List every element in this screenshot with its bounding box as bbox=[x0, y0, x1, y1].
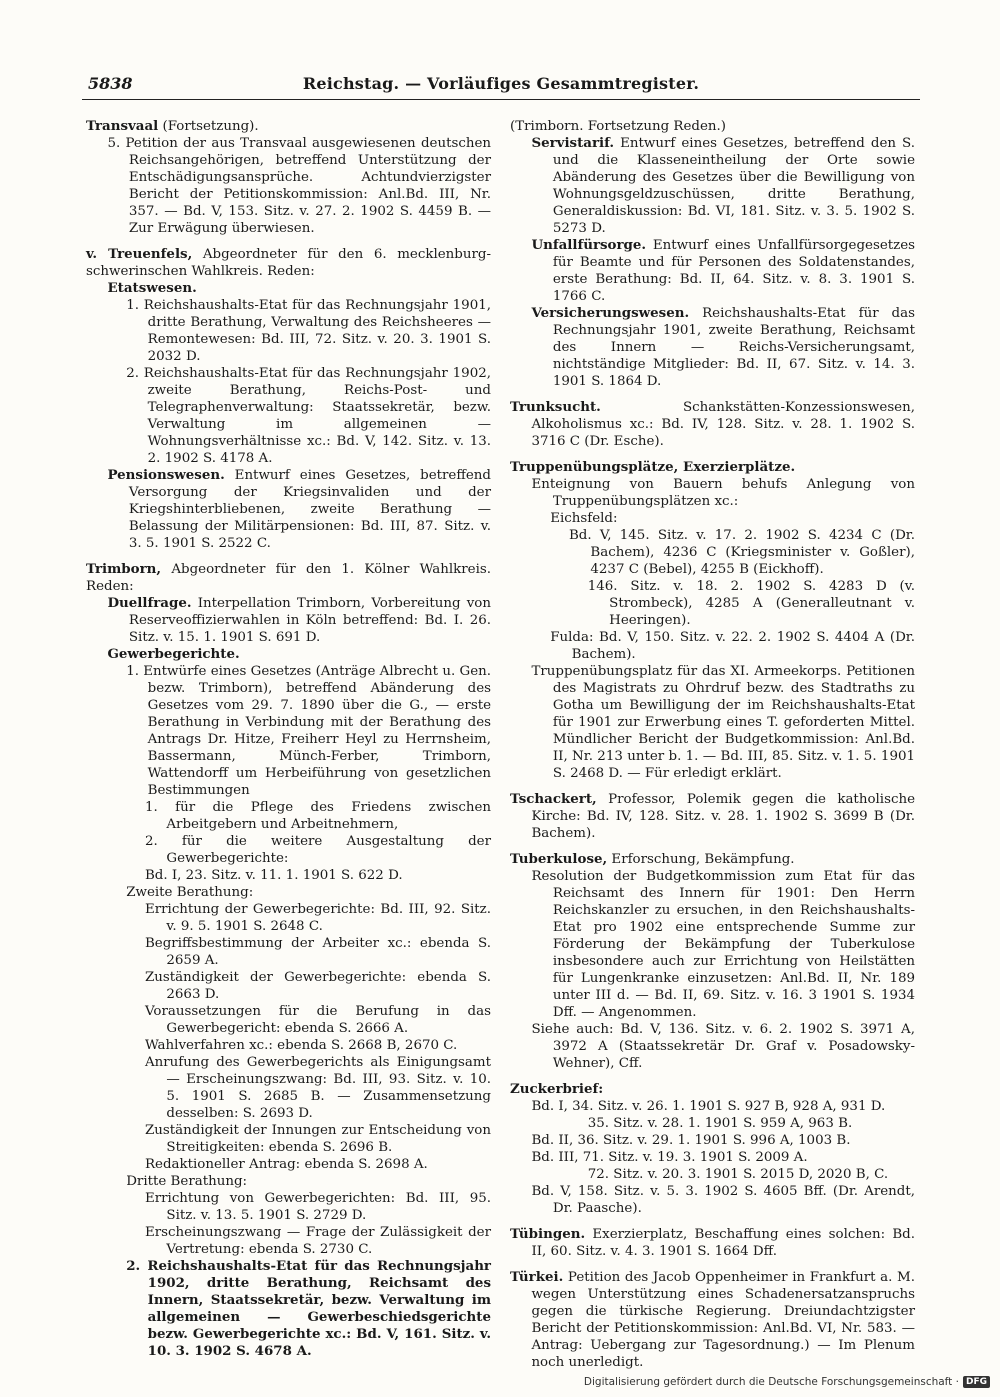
entry-text: Zuständigkeit der Gewerbegerichte: ebenda S. 2663 D. bbox=[144, 970, 491, 1002]
page-number: 5838 bbox=[88, 74, 133, 93]
entry-text: Bd. V, 145. Sitz. v. 17. 2. 1902 S. 4234 C (Dr. Bachem), 4236 C (Kriegsminister v. Goßler), 4237 C (Bebel), 4255 B (Eickhoff). bbox=[568, 528, 915, 577]
index-entry bbox=[107, 467, 491, 552]
entry-text: 2. für die weitere Ausgestaltung der Gewerbegerichte: bbox=[144, 834, 491, 866]
entry-text: Truppenübungsplatz für das XI. Armeekorps. Petitionen des Magistrats zu Ohrdruf bezw. des Stadtraths zu Gotha um Bewilligung der im Reichshaushalts-Etat für 1901 zur Erwerbung eines T. geforderten Mittel. Mündlicher Bericht der Budgetkommission: Anl.Bd. II, Nr. 213 unter b. 1. — Bd. III, 85. Sitz. v. 1. 5. 1901 S. 2468 D. — Für erledigt erklärt. bbox=[531, 664, 915, 781]
entry-text: Voraussetzungen für die Berufung in das Gewerbegericht: ebenda S. 2666 A. bbox=[144, 1004, 491, 1036]
entry-heading: Servistarif. bbox=[531, 135, 615, 151]
index-entry bbox=[145, 833, 491, 867]
index-entry bbox=[531, 135, 915, 237]
index-entry bbox=[145, 799, 491, 833]
entry-text: Bd. I, 23. Sitz. v. 11. 1. 1901 S. 622 D. bbox=[144, 868, 403, 883]
entry-heading: Gewerbegerichte. bbox=[107, 646, 240, 662]
index-entry bbox=[510, 118, 915, 135]
index-entry bbox=[145, 1156, 491, 1173]
index-entry bbox=[510, 459, 915, 476]
running-title: Reichstag. — Vorläufiges Gesammtregister. bbox=[302, 74, 700, 93]
index-entry bbox=[531, 476, 915, 510]
page-header bbox=[82, 68, 920, 100]
index-entry bbox=[531, 868, 915, 1021]
entry-heading: Zuckerbrief: bbox=[510, 1081, 604, 1097]
entry-heading: Trimborn, bbox=[86, 561, 162, 577]
index-entry bbox=[588, 1166, 915, 1183]
index-entry bbox=[569, 527, 915, 578]
entry-text: (Trimborn. Fortsetzung Reden.) bbox=[510, 119, 727, 134]
entry-text: Interpellation Trimborn, Vorbereitung von Reserveoffizierwahlen in Köln betreffend: Bd. I. 26. Sitz. v. 15. 1. 1901 S. 691 D. bbox=[128, 596, 491, 645]
entry-heading: Türkei. bbox=[510, 1269, 564, 1285]
entry-heading: Pensionswesen. bbox=[107, 467, 225, 483]
index-entry bbox=[126, 663, 491, 799]
entry-text: Abgeordneter für den 6. mecklenburg-schwerinschen Wahlkreis. Reden: bbox=[86, 247, 491, 279]
index-entry bbox=[588, 1115, 915, 1132]
entry-heading: Etatswesen. bbox=[107, 280, 197, 296]
index-entry bbox=[145, 969, 491, 1003]
index-entry bbox=[107, 646, 491, 663]
index-entry bbox=[531, 1021, 915, 1072]
index-entry bbox=[145, 867, 491, 884]
entry-text: (Fortsetzung). bbox=[158, 119, 259, 134]
entry-text: Exerzierplatz, Beschaffung eines solchen: Bd. II, 60. Sitz. v. 4. 3. 1901 S. 1664 Dff. bbox=[531, 1227, 915, 1259]
entry-text: Wahlverfahren xc.: ebenda S. 2668 B, 2670 C. bbox=[144, 1038, 458, 1053]
entry-text: Abgeordneter für den 1. Kölner Wahlkreis. Reden: bbox=[86, 562, 491, 594]
index-entry bbox=[86, 246, 491, 280]
index-entry bbox=[145, 1054, 491, 1122]
entry-text: Anrufung des Gewerbegerichts als Einigungsamt — Erscheinungszwang: Bd. III, 93. Sitz. v. 10. 5. 1901 S. 2685 B. — Zusammensetzung desselben: S. 2693 D. bbox=[144, 1055, 491, 1121]
index-entry bbox=[510, 1226, 915, 1260]
entry-text: 1. Reichshaushalts-Etat für das Rechnungsjahr 1901, dritte Berathung, Verwaltung des Reichsheeres — Remontewesen: Bd. III, 72. Sitz. v. 20. 3. 1901 S. 2032 D. bbox=[126, 298, 491, 364]
index-entry bbox=[531, 1149, 915, 1166]
entry-text: Bd. III, 71. Sitz. v. 19. 3. 1901 S. 2009 A. bbox=[531, 1150, 808, 1165]
index-entry bbox=[107, 280, 491, 297]
entry-text: Errichtung von Gewerbegerichten: Bd. III, 95. Sitz. v. 13. 5. 1901 S. 2729 D. bbox=[144, 1191, 491, 1223]
entry-text: 1. für die Pflege des Friedens zwischen Arbeitgebern und Arbeitnehmern, bbox=[144, 800, 491, 832]
index-entry bbox=[531, 1098, 915, 1115]
entry-text: Bd. V, 158. Sitz. v. 5. 3. 1902 S. 4605 Bff. (Dr. Arendt, Dr. Paasche). bbox=[531, 1184, 915, 1216]
index-entry bbox=[510, 851, 915, 868]
entry-text: Bd. II, 36. Sitz. v. 29. 1. 1901 S. 996 A, 1003 B. bbox=[531, 1133, 851, 1148]
entry-text: Erforschung, Bekämpfung. bbox=[607, 852, 795, 867]
index-entry bbox=[145, 1190, 491, 1224]
index-entry bbox=[550, 629, 915, 663]
entry-heading: Tschackert, bbox=[510, 791, 597, 807]
index-entry bbox=[126, 1258, 491, 1360]
header-rule bbox=[82, 99, 920, 100]
entry-heading: Unfallfürsorge. bbox=[531, 237, 647, 253]
entry-text: 1. Entwürfe eines Gesetzes (Anträge Albrecht u. Gen. bezw. Trimborn), betreffend Abänderung des Gesetzes vom 29. 7. 1890 über die G., — erste Berathung in Verbindung mit der Berathung des Antrags Dr. Hitze, Freiherr Heyl zu Herrnsheim, Bassermann, Münch-Ferber, Trimborn, Wattendorff um Herbeiführung von gesetzlichen Bestimmungen bbox=[126, 664, 491, 798]
entry-text: Redaktioneller Antrag: ebenda S. 2698 A. bbox=[144, 1157, 428, 1172]
index-entry bbox=[145, 1003, 491, 1037]
entry-text: Eichsfeld: bbox=[550, 511, 618, 526]
entry-heading: Duellfrage. bbox=[107, 595, 192, 611]
index-entry bbox=[531, 305, 915, 390]
index-entry bbox=[531, 663, 915, 782]
entry-text: Erscheinungszwang — Frage der Zulässigkeit der Vertretung: ebenda S. 2730 C. bbox=[144, 1225, 491, 1257]
index-entry bbox=[531, 1183, 915, 1217]
index-entry bbox=[510, 399, 915, 450]
entry-text: 2. Reichshaushalts-Etat für das Rechnungsjahr 1902, zweite Berathung, Reichs-Post- und Telegraphenverwaltung: Staatssekretär, bezw. Verwaltung im allgemeinen — Wohnungsverhältnisse xc.: Bd. V, 142. Sitz. v. 13. 2. 1902 S. 4178 A. bbox=[126, 366, 491, 466]
entry-text: Enteignung von Bauern behufs Anlegung von Truppenübungsplätzen xc.: bbox=[531, 477, 915, 509]
entry-text: Zuständigkeit der Innungen zur Entscheidung von Streitigkeiten: ebenda S. 2696 B. bbox=[144, 1123, 491, 1155]
entry-heading: Tuberkulose, bbox=[510, 851, 608, 867]
entry-text: Petition des Jacob Oppenheimer in Frankfurt a. M. wegen Unterstützung eines Schadenersatzanspruchs gegen die türkische Regierung. Dreiundachtzigster Bericht der Petitionskommission: Anl.Bd. VI, Nr. 583. — Antrag: Uebergang zur Tagesordnung.) — Im Plenum noch unerledigt. bbox=[531, 1270, 915, 1370]
entry-text: Entwurf eines Unfallfürsorgegesetzes für Beamte und für Personen des Soldatenstandes, erste Berathung: Bd. II, 64. Sitz. v. 8. 3. 1901 S. 1766 C. bbox=[552, 238, 915, 304]
index-entry bbox=[510, 791, 915, 842]
footer-credit: Digitalisierung gefördert durch die Deutsche Forschungsgemeinschaft · bbox=[583, 1376, 959, 1388]
entry-text: 146. Sitz. v. 18. 2. 1902 S. 4283 D (v. Strombeck), 4285 A (Generalleutnant v. Heeringen). bbox=[587, 579, 915, 628]
index-entry bbox=[510, 1269, 915, 1371]
entry-text: 2. Reichshaushalts-Etat für das Rechnungsjahr 1902, dritte Berathung, Reichsamt des Innern, Staatssekretär, bezw. Verwaltung im allgemeinen — Gewerbeschiedsgerichte bezw. Gewerbegerichte xc.: Bd. V, 161. Sitz. v. 10. 3. 1902 S. 4678 A. bbox=[126, 1258, 491, 1359]
index-entry bbox=[531, 237, 915, 305]
entry-text: Professor, Polemik gegen die katholische Kirche: Bd. IV, 128. Sitz. v. 28. 1. 1902 S. 3699 B (Dr. Bachem). bbox=[531, 792, 915, 841]
entry-heading: Versicherungswesen. bbox=[531, 305, 690, 321]
entry-text: Zweite Berathung: bbox=[126, 885, 254, 900]
index-entry bbox=[145, 1037, 491, 1054]
index-entry bbox=[126, 297, 491, 365]
index-entry bbox=[86, 118, 491, 135]
entry-text: 35. Sitz. v. 28. 1. 1901 S. 959 A, 963 B. bbox=[587, 1116, 853, 1131]
entry-heading: Truppenübungsplätze, Exerzierplätze. bbox=[510, 459, 796, 475]
entry-heading: Tübingen. bbox=[510, 1226, 586, 1242]
index-entry bbox=[145, 935, 491, 969]
entry-text: Fulda: Bd. V, 150. Sitz. v. 22. 2. 1902 S. 4404 A (Dr. Bachem). bbox=[550, 630, 915, 662]
dfg-logo: DFG bbox=[963, 1376, 990, 1388]
entry-text: Bd. I, 34. Sitz. v. 26. 1. 1901 S. 927 B, 928 A, 931 D. bbox=[531, 1099, 886, 1114]
right-column bbox=[510, 118, 915, 1371]
index-entry bbox=[107, 595, 491, 646]
entry-text: Begriffsbestimmung der Arbeiter xc.: ebenda S. 2659 A. bbox=[144, 936, 491, 968]
index-entry bbox=[510, 1081, 915, 1098]
index-entry bbox=[86, 561, 491, 595]
index-entry bbox=[550, 510, 915, 527]
footer bbox=[584, 1376, 990, 1388]
index-entry bbox=[588, 578, 915, 629]
entry-text: Entwurf eines Gesetzes, betreffend den S. und die Klasseneintheilung der Orte sowie Abänderung des Gesetzes über die Bewilligung von Wohnungsgeldzuschüssen, dritte Berathung, Generaldiskussion: Bd. VI, 181. Sitz. v. 3. 5. 1902 S. 5273 D. bbox=[552, 136, 915, 236]
entry-text: Entwurf eines Gesetzes, betreffend Versorgung der Kriegsinvaliden und der Kriegshinterbliebenen, zweite Berathung — Belassung der Militärpensionen: Bd. III, 87. Sitz. v. 3. 5. 1901 S. 2522 C. bbox=[128, 468, 491, 551]
index-entry bbox=[126, 1173, 491, 1190]
index-entry bbox=[145, 1224, 491, 1258]
index-entry bbox=[107, 135, 491, 237]
entry-text: Errichtung der Gewerbegerichte: Bd. III, 92. Sitz. v. 9. 5. 1901 S. 2648 C. bbox=[144, 902, 491, 934]
entry-heading: Trunksucht. bbox=[510, 399, 601, 415]
entry-text: Schankstätten-Konzessionswesen, Alkoholismus xc.: Bd. IV, 128. Sitz. v. 28. 1. 1902 S. 3716 C (Dr. Esche). bbox=[531, 400, 915, 449]
entry-text: 72. Sitz. v. 20. 3. 1901 S. 2015 D, 2020 B, C. bbox=[587, 1167, 889, 1182]
left-column bbox=[86, 118, 491, 1360]
index-entry bbox=[531, 1132, 915, 1149]
index-entry bbox=[126, 884, 491, 901]
entry-heading: v. Treuenfels, bbox=[86, 246, 193, 262]
index-entry bbox=[145, 901, 491, 935]
index-entry bbox=[126, 365, 491, 467]
entry-text: 5. Petition der aus Transvaal ausgewiesenen deutschen Reichsangehörigen, betreffend Unterstützung der Entschädigungsansprüche. Achtundvierzigster Bericht der Petitionskommission: Anl.Bd. III, Nr. 357. — Bd. V, 153. Sitz. v. 27. 2. 1902 S. 4459 B. — Zur Erwägung überwiesen. bbox=[107, 136, 491, 236]
entry-text: Reichshaushalts-Etat für das Rechnungsjahr 1901, zweite Berathung, Reichsamt des Innern — Reichs-Versicherungsamt, nichtständige Mitglieder: Bd. II, 67. Sitz. v. 14. 3. 1901 S. 1864 D. bbox=[552, 306, 915, 389]
entry-text: Resolution der Budgetkommission zum Etat für das Reichsamt des Innern für 1901: Den Herrn Reichskanzler zu ersuchen, in den Reichshaushalts-Etat pro 1902 eine entsprechende Summe zur Förderung der Bekämpfung der Tuberkulose insbesondere auch zur Errichtung von Heilstätten für Lungenkranke einzusetzen: Anl.Bd. II, Nr. 189 unter III d. — Bd. II, 69. Sitz. v. 16. 3 1901 S. 1934 Dff. — Angenommen. bbox=[531, 869, 915, 1020]
index-entry bbox=[145, 1122, 491, 1156]
entry-text: Siehe auch: Bd. V, 136. Sitz. v. 6. 2. 1902 S. 3971 A, 3972 A (Staatssekretär Dr. Graf v. Posadowsky-Wehner), Cff. bbox=[531, 1022, 915, 1071]
entry-text: Dritte Berathung: bbox=[126, 1174, 248, 1189]
entry-heading: Transvaal bbox=[86, 118, 159, 134]
